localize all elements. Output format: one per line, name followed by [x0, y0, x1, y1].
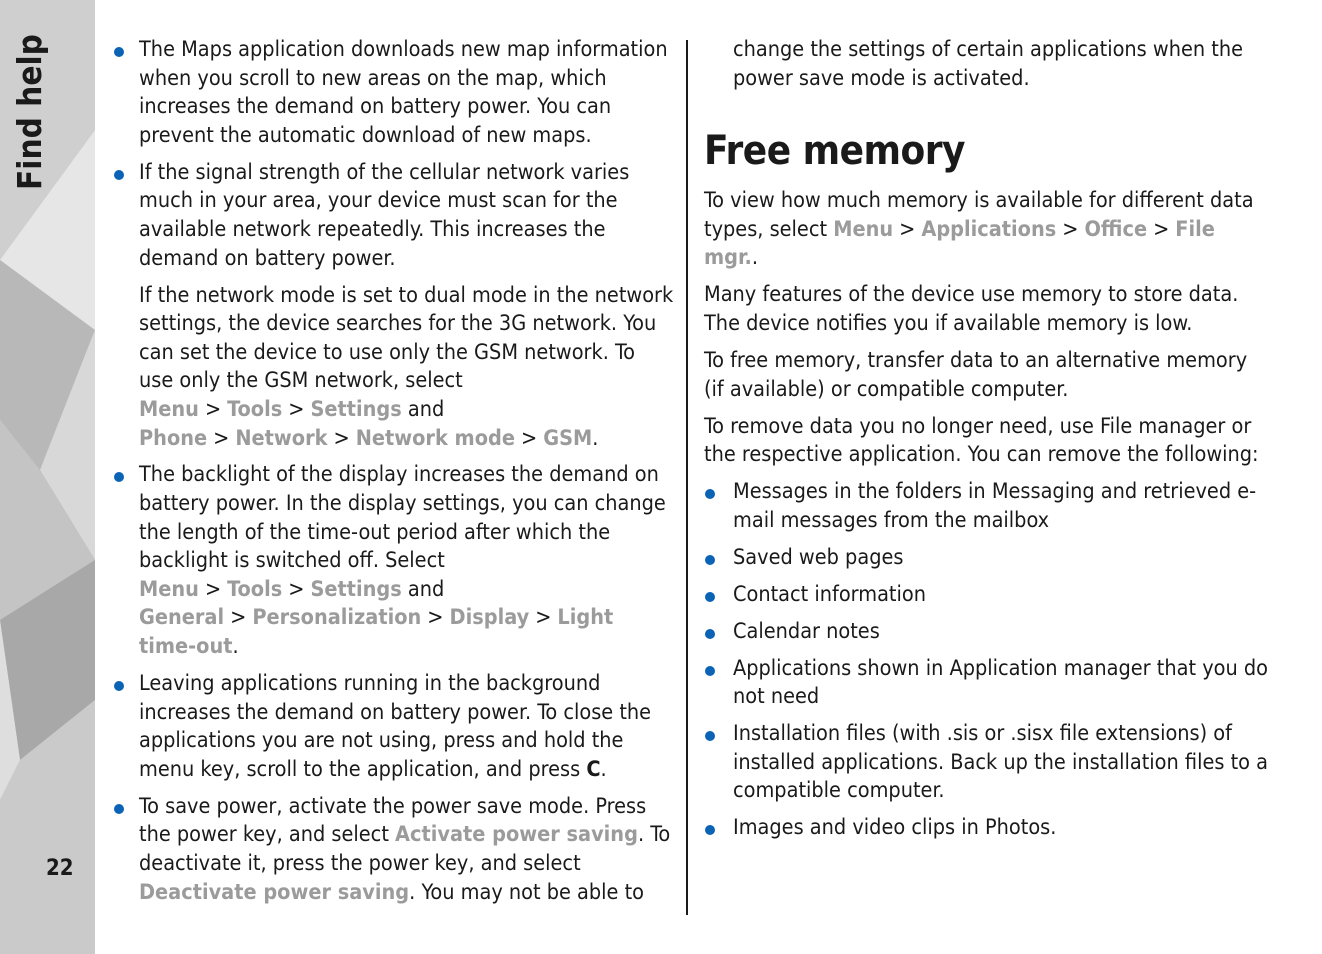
list-item: Installation files (with .sis or .sisx file extensions) of installed applications. Back up the installation files to a compatible computer.	[704, 720, 1270, 806]
period: .	[592, 425, 599, 451]
list-item: Applications shown in Application manager that you do not need	[704, 655, 1270, 712]
path-separator: >	[1153, 216, 1170, 242]
removable-items-list	[704, 478, 1270, 843]
path-separator: >	[213, 425, 230, 451]
tip-backlight-text: The backlight of the display increases the demand on battery power. In the display settings, you can change the length of the time-out period after which the backlight is switched off. Select	[139, 462, 666, 574]
menu-path-network: Network	[235, 425, 328, 451]
section-title: Find help	[10, 34, 49, 190]
path-separator: >	[899, 216, 916, 242]
tip-signal	[113, 159, 675, 273]
list-item: Images and video clips in Photos.	[704, 814, 1270, 843]
menu-path-gsm: GSM	[543, 425, 593, 451]
menu-path-activate-power-saving: Activate power saving	[395, 822, 638, 848]
menu-path-settings: Settings	[310, 396, 402, 422]
and-text: and	[401, 396, 445, 422]
menu-path-menu: Menu	[833, 216, 894, 242]
menu-path-phone: Phone	[139, 425, 208, 451]
network-mode-text: If the network mode is set to dual mode in the network settings, the device searches for the 3G network. You can set the device to use only the GSM network. To use only the GSM network, select	[139, 282, 674, 394]
path-separator: >	[333, 425, 350, 451]
menu-path-tools: Tools	[227, 576, 283, 602]
path-separator: >	[230, 605, 247, 631]
menu-path-menu: Menu	[139, 396, 199, 422]
path-separator: >	[204, 396, 222, 422]
tip-power-save-text-3: . You may not be able to	[409, 879, 645, 905]
menu-path-settings: Settings	[310, 576, 402, 602]
menu-path-display: Display	[449, 605, 530, 631]
list-item: Contact information	[704, 581, 1270, 610]
menu-path-network-mode: Network mode	[355, 425, 515, 451]
path-separator: >	[520, 425, 538, 451]
and-text: and	[401, 576, 445, 602]
right-column	[704, 36, 1270, 851]
menu-path-deactivate-power-saving: Deactivate power saving	[139, 879, 410, 905]
remove-data-paragraph: To remove data you no longer need, use File manager or the respective application. You can remove the following:	[704, 413, 1259, 468]
tip-backlight	[113, 461, 675, 661]
list-item: Messages in the folders in Messaging and retrieved e-mail messages from the mailbox	[704, 478, 1270, 535]
menu-path-tools: Tools	[227, 396, 283, 422]
page-number: 22	[46, 856, 74, 881]
battery-tips-list	[113, 36, 675, 273]
menu-path-office: Office	[1084, 216, 1148, 242]
left-column	[113, 36, 675, 916]
list-item: Calendar notes	[704, 618, 1270, 647]
free-memory-paragraph: To free memory, transfer data to an alternative memory (if available) or compatible computer.	[704, 347, 1248, 402]
menu-path-applications: Applications	[921, 216, 1057, 242]
tip-maps	[113, 36, 675, 150]
tip-maps-text: The Maps application downloads new map information when you scroll to new areas on the map, which increases the demand on battery power. You can prevent the automatic download of new maps.	[139, 37, 668, 148]
period: .	[600, 756, 607, 782]
network-mode-paragraph	[113, 282, 675, 454]
period: .	[232, 634, 239, 660]
view-memory-paragraph	[704, 187, 1270, 273]
menu-path-light-timeout: Light time-out	[139, 605, 614, 660]
tip-power-save	[113, 793, 675, 907]
path-separator: >	[288, 576, 305, 602]
view-memory-text: To view how much memory is available for different data types, select	[704, 188, 1254, 242]
column-divider	[686, 40, 688, 915]
menu-path-personalization: Personalization	[252, 605, 422, 631]
power-save-continuation: change the settings of certain applications when the power save mode is activated.	[733, 37, 1244, 91]
list-item: Saved web pages	[704, 544, 1270, 573]
menu-path-menu: Menu	[139, 576, 199, 602]
path-separator: >	[535, 605, 552, 631]
key-c: C	[586, 756, 601, 782]
menu-path-general: General	[139, 605, 225, 631]
path-separator: >	[204, 576, 222, 602]
section-sidebar	[0, 0, 95, 954]
tip-background-apps-text: Leaving applications running in the background increases the demand on battery power. To close the applications you are not using, press and hold the menu key, scroll to the application, and press	[139, 671, 652, 782]
path-separator: >	[1062, 216, 1079, 242]
tip-power-save-text-2: . To deactivate it, press the power key, and select	[139, 822, 671, 876]
tip-signal-text: If the signal strength of the cellular network varies much in your area, your device must scan for the available network repeatedly. This increases the demand on battery power.	[139, 159, 630, 271]
path-separator: >	[288, 396, 305, 422]
section-heading: Free memory	[704, 128, 965, 175]
battery-tips-list-continued	[113, 461, 675, 907]
tip-power-save-text: To save power, activate the power save mode. Press the power key, and select	[139, 793, 647, 848]
memory-features-paragraph: Many features of the device use memory to store data. The device notifies you if available memory is low.	[704, 282, 1239, 336]
tip-background-apps	[113, 670, 675, 784]
period: .	[751, 245, 758, 271]
path-separator: >	[427, 605, 444, 631]
menu-path-file-mgr: File mgr.	[704, 216, 1215, 271]
